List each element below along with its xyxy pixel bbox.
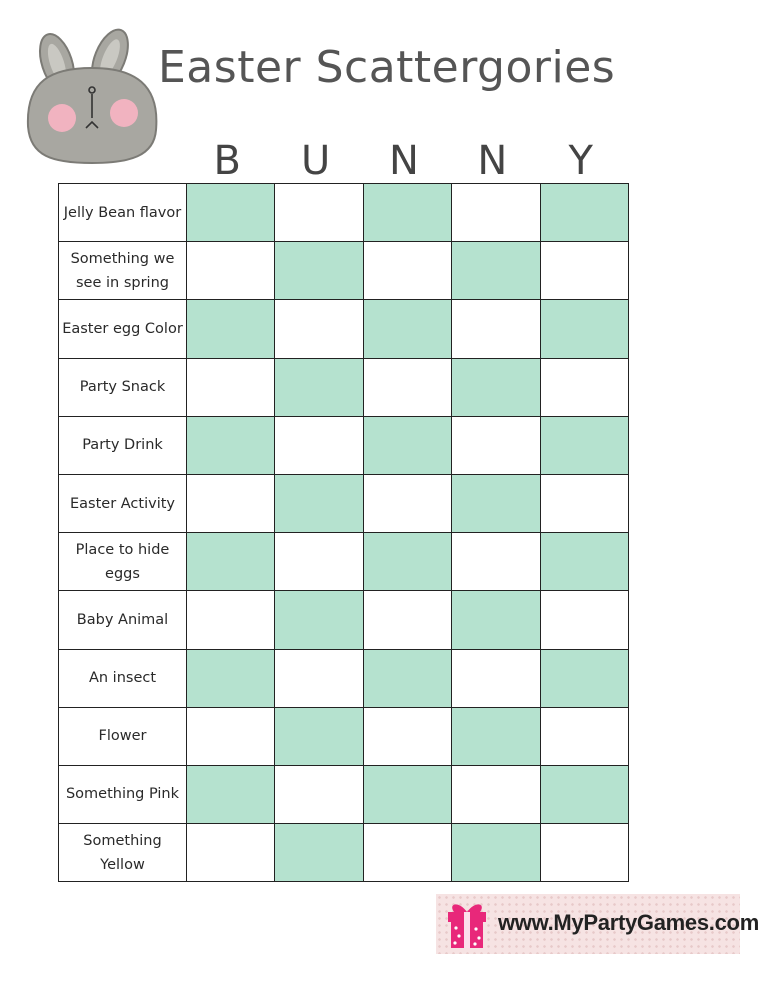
answer-cell[interactable] (452, 707, 540, 765)
answer-cell[interactable] (363, 416, 451, 474)
answer-cell[interactable] (363, 649, 451, 707)
answer-cell[interactable] (275, 765, 363, 823)
table-row (59, 184, 629, 242)
answer-cell[interactable] (540, 591, 628, 649)
category-cell (59, 242, 187, 300)
category-label: see in spring (76, 274, 169, 291)
category-cell (59, 707, 187, 765)
website-link[interactable]: www.MyPartyGames.com (498, 910, 759, 935)
category-label: Party Snack (79, 379, 166, 396)
answer-cell[interactable] (275, 707, 363, 765)
answer-cell[interactable] (452, 591, 540, 649)
answer-cell[interactable] (452, 765, 540, 823)
answer-cell[interactable] (275, 300, 363, 358)
answer-cell[interactable] (540, 242, 628, 300)
answer-cell[interactable] (540, 300, 628, 358)
answer-cell[interactable] (275, 184, 363, 242)
answer-cell[interactable] (540, 649, 628, 707)
answer-cell[interactable] (452, 533, 540, 591)
answer-cell[interactable] (187, 416, 275, 474)
letter-b: B (213, 138, 241, 184)
table-row (59, 416, 629, 474)
answer-cell[interactable] (187, 358, 275, 416)
answer-cell[interactable] (452, 824, 540, 882)
answer-cell[interactable] (187, 474, 275, 532)
gift-box-icon (444, 898, 490, 950)
table-row (59, 358, 629, 416)
answer-cell[interactable] (540, 358, 628, 416)
answer-cell[interactable] (275, 649, 363, 707)
answer-cell[interactable] (363, 765, 451, 823)
answer-cell[interactable] (275, 591, 363, 649)
answer-cell[interactable] (452, 242, 540, 300)
answer-cell[interactable] (187, 242, 275, 300)
letter-n: N (477, 138, 508, 184)
answer-cell[interactable] (275, 242, 363, 300)
answer-cell[interactable] (363, 591, 451, 649)
website-banner[interactable] (436, 894, 759, 954)
letter-y: Y (568, 138, 593, 184)
category-cell (59, 649, 187, 707)
answer-cell[interactable] (363, 242, 451, 300)
table-row (59, 649, 629, 707)
scattergories-table (58, 183, 629, 882)
category-label: Flower (98, 728, 147, 745)
category-label: Something we (70, 250, 175, 267)
bunny-head-icon (22, 18, 162, 168)
answer-cell[interactable] (363, 300, 451, 358)
category-label: Place to hide eggs (75, 541, 170, 582)
answer-cell[interactable] (540, 707, 628, 765)
answer-cell[interactable] (187, 824, 275, 882)
answer-cell[interactable] (275, 533, 363, 591)
table-row (59, 533, 629, 591)
category-label: Easter Activity (69, 495, 175, 512)
answer-cell[interactable] (187, 707, 275, 765)
answer-cell[interactable] (540, 416, 628, 474)
answer-cell[interactable] (275, 416, 363, 474)
table-row (59, 824, 629, 882)
answer-cell[interactable] (540, 184, 628, 242)
category-cell (59, 300, 187, 358)
answer-cell[interactable] (363, 184, 451, 242)
answer-cell[interactable] (187, 591, 275, 649)
answer-cell[interactable] (363, 824, 451, 882)
table-row (59, 474, 629, 532)
category-cell (59, 533, 187, 591)
category-cell (59, 358, 187, 416)
answer-cell[interactable] (363, 533, 451, 591)
answer-cell[interactable] (275, 824, 363, 882)
letter-header (183, 138, 625, 184)
category-cell (59, 474, 187, 532)
category-label: Something Pink (65, 786, 180, 803)
page-title: Easter Scattergories (158, 42, 616, 93)
letter-u: U (300, 138, 331, 184)
answer-cell[interactable] (452, 474, 540, 532)
category-cell (59, 824, 187, 882)
category-cell (59, 591, 187, 649)
table-row (59, 591, 629, 649)
answer-cell[interactable] (540, 533, 628, 591)
answer-cell[interactable] (452, 358, 540, 416)
answer-cell[interactable] (363, 707, 451, 765)
answer-cell[interactable] (540, 474, 628, 532)
answer-cell[interactable] (452, 300, 540, 358)
table-row (59, 242, 629, 300)
answer-cell[interactable] (187, 649, 275, 707)
answer-cell[interactable] (452, 416, 540, 474)
table-row (59, 765, 629, 823)
answer-cell[interactable] (187, 300, 275, 358)
answer-cell[interactable] (452, 184, 540, 242)
category-label: Something Yellow (83, 832, 162, 873)
answer-cell[interactable] (275, 358, 363, 416)
category-cell (59, 416, 187, 474)
category-cell (59, 184, 187, 242)
table-row (59, 707, 629, 765)
table-row (59, 300, 629, 358)
category-label: Baby Animal (76, 611, 169, 628)
letter-n: N (389, 138, 419, 184)
answer-cell[interactable] (187, 184, 275, 242)
answer-cell[interactable] (187, 765, 275, 823)
category-cell (59, 765, 187, 823)
answer-cell[interactable] (540, 824, 628, 882)
category-label: Jelly Bean flavor (63, 204, 182, 221)
answer-cell[interactable] (452, 649, 540, 707)
answer-cell[interactable] (363, 474, 451, 532)
answer-cell[interactable] (540, 765, 628, 823)
category-label: An insect (88, 670, 157, 687)
category-label: Easter egg Color (62, 320, 183, 337)
category-label: Party Drink (82, 437, 163, 454)
answer-cell[interactable] (275, 474, 363, 532)
answer-cell[interactable] (363, 358, 451, 416)
answer-cell[interactable] (187, 533, 275, 591)
